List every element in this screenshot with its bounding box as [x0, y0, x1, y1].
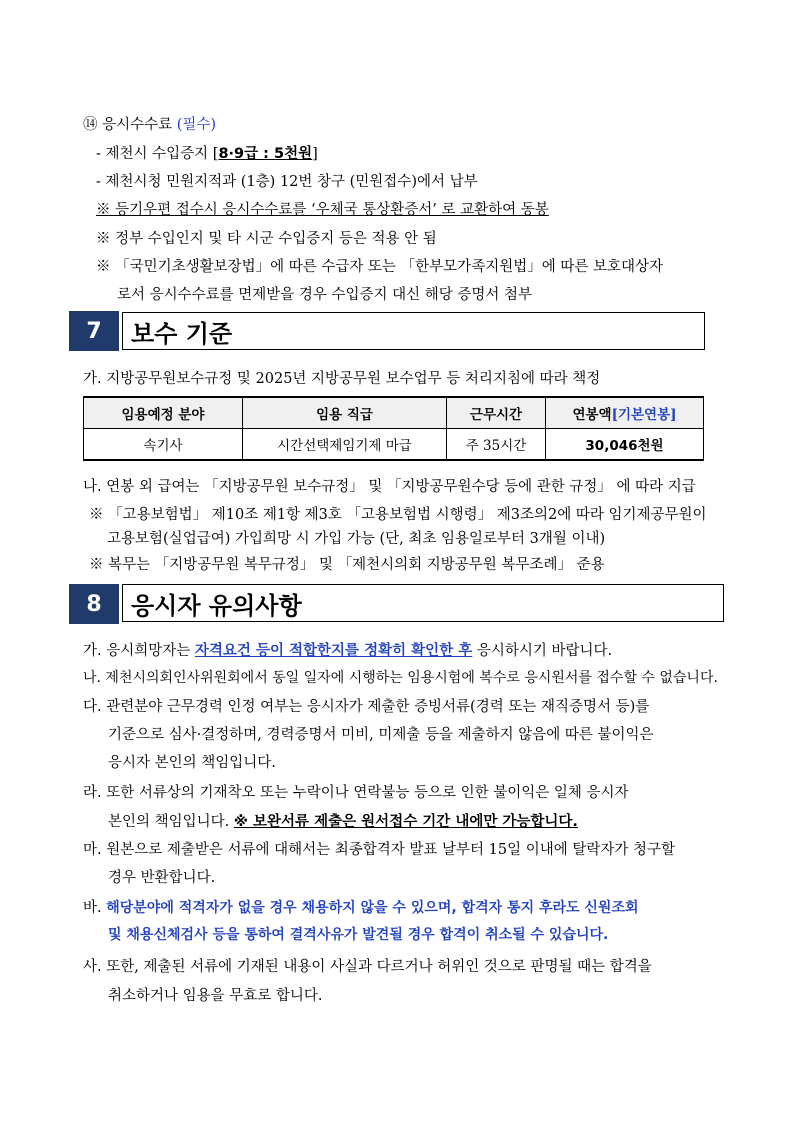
notice-ba-1: [83, 896, 639, 917]
col-hours: 근무시간: [447, 397, 546, 429]
fee-line-payment: - 제천시청 민원지적과 (1층) 12번 창구 (민원접수)에서 납부: [96, 174, 478, 190]
base-salary-tag: [기본연봉]: [611, 407, 677, 423]
notice-ra-2: [108, 810, 578, 831]
fee-amount: 8·9급 : 5천원: [218, 146, 313, 162]
cell-grade: 시간선택제임기제 마급: [243, 429, 447, 461]
section-7-number: 7: [69, 311, 119, 351]
section-8-title: 응시자 유의사항: [122, 584, 724, 622]
fee-note-exempt-2: 로서 응시수수료를 면제받을 경우 수입증지 대신 해당 증명서 첨부: [117, 287, 533, 303]
notice-na: 나. 제천시의회인사위원회에서 동일 일자에 시행하는 임용시험에 복수로 응시원서를 접수할 수 없습니다.: [83, 670, 718, 686]
cell-salary: 30,046천원: [546, 429, 704, 461]
service-note: ※ 복무는 「지방공무원 복무규정」 및 「제천시의회 지방공무원 복무조례」 준용: [89, 557, 605, 573]
notice-ba-emphasis-1: 해당분야에 적격자가 없을 경우 채용하지 않을 수 있으며, 합격자 통지 후라도 신원조회: [106, 900, 639, 916]
section-7-title: 보수 기준: [122, 312, 705, 350]
notice-ba-2: 및 채용신체검사 등을 통하여 결격사유가 발견될 경우 합격이 취소될 수 있습니다.: [108, 927, 609, 943]
notice-ga-suffix: 응시하시기 바랍니다.: [472, 643, 613, 659]
insurance-note-1: ※ 「고용보험법」 제10조 제1항 제3호 「고용보험법 시행령」 제3조의2에 따라 임기제공무원이: [89, 507, 707, 523]
notice-sa-2: 취소하거나 임용을 무효로 합니다.: [108, 988, 323, 1004]
salary-basis: 가. 지방공무원보수규정 및 2025년 지방공무원 보수업무 등 처리지침에 따라 책정: [83, 371, 601, 387]
col-salary: [546, 397, 704, 429]
salary-table: [83, 396, 704, 461]
notice-ra-1: 라. 또한 서류상의 기재착오 또는 누락이나 연락불능 등으로 인한 불이익은 일체 응시자: [83, 785, 629, 801]
cell-field: 속기사: [84, 429, 243, 461]
notice-ga: [83, 639, 612, 660]
notice-ga-prefix: 가. 응시희망자는: [83, 643, 195, 659]
notice-ra-2-prefix: 본인의 책임입니다.: [108, 814, 234, 830]
col-salary-label: 연봉액: [572, 407, 612, 423]
notice-da-3: 응시자 본인의 책임입니다.: [108, 755, 276, 771]
col-grade: 임용 직급: [243, 397, 447, 429]
notice-sa-1: 사. 또한, 제출된 서류에 기재된 내용이 사실과 다르거나 허위인 것으로 판명될 때는 합격을: [83, 959, 652, 975]
fee-heading: [83, 113, 216, 134]
fee-note-exempt-1: ※ 「국민기초생활보장법」에 따른 수급자 또는 「한부모가족지원법」에 따른 보호대상자: [96, 259, 663, 275]
fee-note-stamp: ※ 정부 수입인지 및 타 시군 수입증지 등은 적용 안 됨: [96, 231, 437, 247]
table-row: [84, 429, 704, 461]
fee-line-stamp: [96, 142, 318, 163]
extra-pay: 나. 연봉 외 급여는 「지방공무원 보수규정」 및 「지방공무원수당 등에 관한 규정」 에 따라 지급: [83, 479, 696, 495]
col-field: 임용예정 분야: [84, 397, 243, 429]
notice-da-1: 다. 관련분야 근무경력 인정 여부는 응시자가 제출한 증빙서류(경력 또는 재직증명서 등)를: [83, 699, 650, 715]
required-tag: (필수): [176, 117, 217, 133]
cell-hours: 주 35시간: [447, 429, 546, 461]
notice-ba-1-prefix: 바.: [83, 900, 107, 916]
fee-note-mail: ※ 등기우편 접수시 응시수수료를 ‘우체국 통상환증서’ 로 교환하여 동봉: [96, 202, 549, 218]
notice-ra-emphasis: ※ 보완서류 제출은 원서접수 기간 내에만 가능합니다.: [233, 814, 578, 830]
notice-ma-1: 마. 원본으로 제출받은 서류에 대해서는 최종합격자 발표 날부터 15일 이내에 탈락자가 청구할: [83, 842, 676, 858]
salary-table-header: [84, 397, 704, 429]
fee-line-stamp-suffix: ]: [312, 146, 318, 162]
fee-heading-label: ⑭ 응시수수료: [83, 117, 173, 133]
notice-da-2: 기준으로 심사·결정하며, 경력증명서 미비, 미제출 등을 제출하지 않음에 따른 불이익은: [108, 727, 654, 743]
notice-ga-emphasis: 자격요건 등이 적합한지를 정확히 확인한 후: [194, 643, 473, 659]
section-8-number: 8: [69, 584, 119, 624]
insurance-note-2: 고용보험(실업급여) 가입희망 시 가입 가능 (단, 최초 임용일로부터 3개월 이내): [107, 531, 606, 547]
notice-ma-2: 경우 반환합니다.: [108, 870, 216, 886]
fee-line-stamp-prefix: - 제천시 수입증지 [: [96, 146, 219, 162]
